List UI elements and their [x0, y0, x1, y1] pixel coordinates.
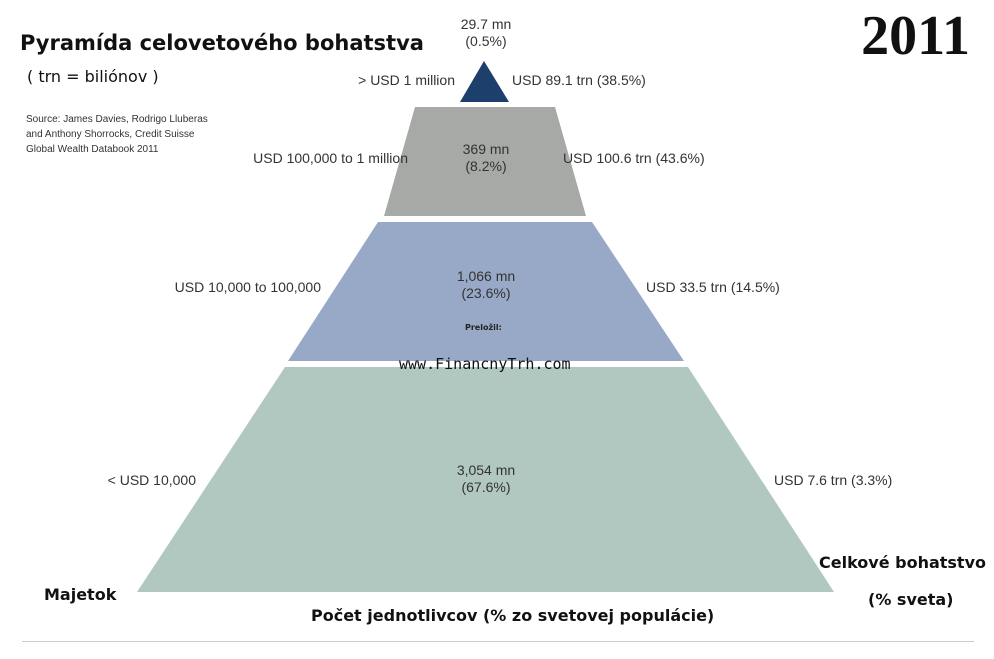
adults-share: (67.6%) — [461, 479, 511, 495]
tier-top-wealth-range: > USD 1 million — [358, 72, 455, 88]
units-note: ( trn = biliónov ) — [27, 67, 159, 86]
adults-count: 1,066 mn — [456, 268, 516, 284]
wealth-axis-label: Majetok — [44, 585, 117, 604]
tier-upper-middle-adults — [426, 141, 546, 175]
tier-lower-middle-wealth-range: USD 10,000 to 100,000 — [174, 279, 321, 295]
total-wealth-axis-label: Celkové bohatstvo — [818, 553, 986, 572]
adults-share: (8.2%) — [465, 158, 507, 174]
page-title: Pyramída celovetového bohatstva — [20, 31, 424, 55]
adults-share: (23.6%) — [461, 285, 511, 301]
tier-top-total-wealth: USD 89.1 trn (38.5%) — [512, 72, 646, 88]
tier-upper-middle-wealth-range: USD 100,000 to 1 million — [253, 150, 408, 166]
year-label: 2011 — [861, 5, 970, 67]
adults-share: (0.5%) — [465, 33, 507, 49]
tier-top-adults — [426, 16, 546, 50]
source-line: Source: James Davies, Rodrigo Lluberas — [26, 114, 208, 125]
total-wealth-axis-unit: (% sveta) — [868, 590, 954, 609]
source-line: and Anthony Shorrocks, Credit Suisse — [26, 129, 195, 140]
tier-base-adults — [426, 462, 546, 496]
tier-lower-middle-total-wealth: USD 33.5 trn (14.5%) — [646, 279, 780, 295]
tier-upper-middle-total-wealth: USD 100.6 trn (43.6%) — [563, 150, 705, 166]
population-axis-label: Počet jednotlivcov (% zo svetovej populácie) — [311, 606, 715, 625]
translated-by-label: Preložil: — [465, 323, 502, 332]
bottom-divider — [22, 641, 974, 642]
adults-count: 3,054 mn — [456, 462, 516, 478]
pyramid-tier-top — [460, 61, 509, 102]
tier-lower-middle-adults — [426, 268, 546, 302]
tier-base-total-wealth: USD 7.6 trn (3.3%) — [774, 472, 893, 488]
tier-base-wealth-range: < USD 10,000 — [107, 472, 196, 488]
adults-count: 29.7 mn — [460, 16, 512, 32]
adults-count: 369 mn — [462, 141, 510, 157]
source-line: Global Wealth Databook 2011 — [26, 144, 159, 155]
watermark: www.FinancnyTrh.com — [399, 355, 571, 373]
